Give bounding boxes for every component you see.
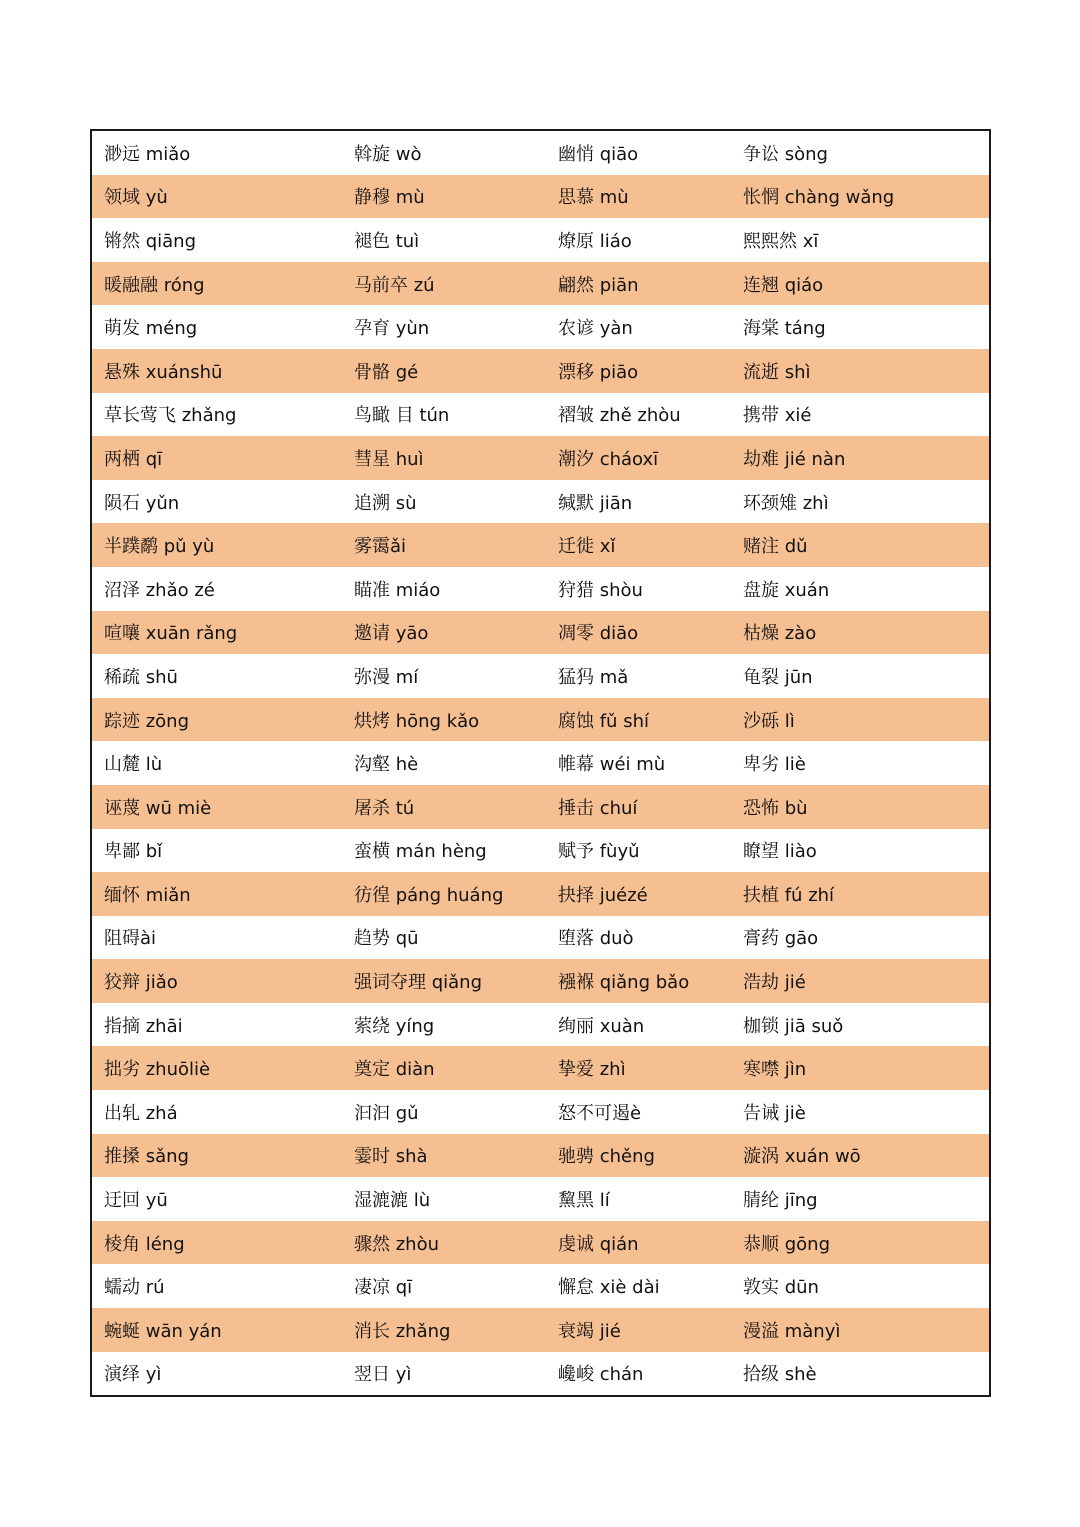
table-cell: 沼泽 zhǎo zé bbox=[104, 579, 215, 601]
table-cell: 枯燥 zào bbox=[743, 623, 817, 645]
table-cell: 雾霭ǎi bbox=[354, 536, 407, 558]
table-cell: 强词夺理 qiǎng bbox=[354, 972, 483, 994]
table-cell: 蛮横 mán hèng bbox=[354, 841, 487, 863]
table-cell: 邀请 yāo bbox=[354, 623, 429, 645]
table-cell: 连翘 qiáo bbox=[743, 274, 824, 296]
table-cell: 悬殊 xuánshū bbox=[104, 361, 223, 383]
table-cell: 缅怀 miǎn bbox=[104, 884, 191, 906]
table-cell: 赋予 fùyǔ bbox=[558, 841, 640, 863]
table-cell: 恐怖 bù bbox=[743, 797, 808, 819]
table-row bbox=[92, 1177, 989, 1221]
table-cell: 彗星 huì bbox=[354, 448, 424, 470]
table-cell: 农谚 yàn bbox=[558, 318, 633, 340]
table-cell: 襁褓 qiǎng bǎo bbox=[558, 972, 690, 994]
table-cell: 潮汐 cháoxī bbox=[558, 448, 659, 470]
table-cell: 燎原 liáo bbox=[558, 230, 632, 252]
table-row bbox=[92, 1046, 989, 1090]
table-cell: 稀疏 shū bbox=[104, 666, 178, 688]
table-cell: 腈纶 jīng bbox=[743, 1190, 818, 1212]
table-cell: 陨石 yǔn bbox=[104, 492, 180, 514]
table-cell: 演绎 yì bbox=[104, 1364, 162, 1386]
table-cell: 领域 yù bbox=[104, 187, 168, 209]
table-cell: 赌注 dǔ bbox=[743, 536, 808, 558]
table-cell: 漫溢 mànyì bbox=[743, 1320, 841, 1342]
table-cell: 翌日 yì bbox=[354, 1364, 412, 1386]
table-cell: 狡辩 jiǎo bbox=[104, 972, 178, 994]
table-cell: 阻碍ài bbox=[104, 928, 157, 950]
table-cell: 衰竭 jié bbox=[558, 1320, 621, 1342]
table-cell: 马前卒 zú bbox=[354, 274, 435, 296]
table-row bbox=[92, 567, 989, 611]
table-row bbox=[92, 305, 989, 349]
table-cell: 卑鄙 bǐ bbox=[104, 841, 163, 863]
table-row bbox=[92, 1134, 989, 1178]
table-cell: 迂回 yū bbox=[104, 1190, 168, 1212]
table-cell: 出轧 zhá bbox=[104, 1102, 178, 1124]
table-cell: 缄默 jiān bbox=[558, 492, 633, 514]
table-row bbox=[92, 262, 989, 306]
table-cell: 拾级 shè bbox=[743, 1364, 817, 1386]
table-cell: 静穆 mù bbox=[354, 187, 425, 209]
table-cell: 堕落 duò bbox=[558, 928, 634, 950]
table-cell: 奠定 diàn bbox=[354, 1059, 435, 1081]
table-cell: 暖融融 róng bbox=[104, 274, 205, 296]
table-cell: 彷徨 páng huáng bbox=[354, 884, 504, 906]
table-cell: 驰骋 chěng bbox=[558, 1146, 655, 1168]
table-cell: 推搡 sǎng bbox=[104, 1146, 189, 1168]
table-cell: 沟壑 hè bbox=[354, 754, 419, 776]
table-row bbox=[92, 1352, 989, 1396]
table-cell: 鸟瞰 目 tún bbox=[354, 405, 450, 427]
table-cell: 指摘 zhāi bbox=[104, 1015, 183, 1037]
table-cell: 海棠 táng bbox=[743, 318, 826, 340]
table-cell: 拙劣 zhuōliè bbox=[104, 1059, 211, 1081]
table-cell: 恭顺 gōng bbox=[743, 1233, 830, 1255]
table-cell: 瞄准 miáo bbox=[354, 579, 441, 601]
table-row bbox=[92, 654, 989, 698]
table-cell: 漩涡 xuán wō bbox=[743, 1146, 861, 1168]
table-row bbox=[92, 480, 989, 524]
table-cell: 踪迹 zōng bbox=[104, 710, 190, 732]
table-cell: 寒噤 jìn bbox=[743, 1059, 807, 1081]
table-cell: 懈怠 xiè dài bbox=[558, 1277, 660, 1299]
table-cell: 烘烤 hōng kǎo bbox=[354, 710, 480, 732]
table-cell: 霎时 shà bbox=[354, 1146, 428, 1168]
table-cell: 棱角 léng bbox=[104, 1233, 185, 1255]
table-cell: 绚丽 xuàn bbox=[558, 1015, 645, 1037]
table-cell: 扶植 fú zhí bbox=[743, 884, 835, 906]
table-row bbox=[92, 785, 989, 829]
table-cell: 凋零 diāo bbox=[558, 623, 639, 645]
table-cell: 盘旋 xuán bbox=[743, 579, 830, 601]
table-cell: 猛犸 mǎ bbox=[558, 666, 629, 688]
table-cell: 瞭望 liào bbox=[743, 841, 817, 863]
table-row bbox=[92, 218, 989, 262]
table-cell: 湿漉漉 lù bbox=[354, 1190, 431, 1212]
table-cell: 蠕动 rú bbox=[104, 1277, 165, 1299]
table-cell: 骤然 zhòu bbox=[354, 1233, 439, 1255]
table-cell: 趋势 qū bbox=[354, 928, 419, 950]
table-cell: 枷锁 jiā suǒ bbox=[743, 1015, 844, 1037]
table-cell: 孕育 yùn bbox=[354, 318, 430, 340]
table-cell: 凄凉 qī bbox=[354, 1277, 413, 1299]
table-cell: 浩劫 jié bbox=[743, 972, 806, 994]
table-cell: 弥漫 mí bbox=[354, 666, 419, 688]
table-cell: 萦绕 yíng bbox=[354, 1015, 435, 1037]
table-cell: 捶击 chuí bbox=[558, 797, 638, 819]
table-cell: 幽悄 qiāo bbox=[558, 143, 639, 165]
table-cell: 渺远 miǎo bbox=[104, 143, 191, 165]
table-cell: 漂移 piāo bbox=[558, 361, 639, 383]
table-cell: 帷幕 wéi mù bbox=[558, 754, 666, 776]
table-cell: 追溯 sù bbox=[354, 492, 417, 514]
table-cell: 迁徙 xǐ bbox=[558, 536, 616, 558]
table-cell: 怒不可遏è bbox=[558, 1102, 642, 1124]
table-cell: 思慕 mù bbox=[558, 187, 629, 209]
table-cell: 屠杀 tú bbox=[354, 797, 415, 819]
table-cell: 膏药 gāo bbox=[743, 928, 819, 950]
table-cell: 龟裂 jūn bbox=[743, 666, 813, 688]
table-cell: 巉峻 chán bbox=[558, 1364, 644, 1386]
table-row bbox=[92, 1264, 989, 1308]
table-cell: 消长 zhǎng bbox=[354, 1320, 451, 1342]
table-cell: 半蹼鹬 pǔ yù bbox=[104, 536, 215, 558]
table-row bbox=[92, 698, 989, 742]
table-cell: 翩然 piān bbox=[558, 274, 639, 296]
table-cell: 褶皱 zhě zhòu bbox=[558, 405, 681, 427]
table-row bbox=[92, 741, 989, 785]
table-cell: 褪色 tuì bbox=[354, 230, 420, 252]
table-cell: 山麓 lù bbox=[104, 754, 163, 776]
table-cell: 汩汩 gǔ bbox=[354, 1102, 419, 1124]
table-cell: 环颈雉 zhì bbox=[743, 492, 829, 514]
table-cell: 黧黑 lí bbox=[558, 1190, 610, 1212]
table-cell: 敦实 dūn bbox=[743, 1277, 819, 1299]
table-row bbox=[92, 131, 989, 175]
table-row bbox=[92, 611, 989, 655]
table-row bbox=[92, 1003, 989, 1047]
table-cell: 骨骼 gé bbox=[354, 361, 419, 383]
table-cell: 萌发 méng bbox=[104, 318, 198, 340]
table-row bbox=[92, 436, 989, 480]
table-cell: 草长莺飞 zhǎng bbox=[104, 405, 237, 427]
table-cell: 喧嚷 xuān rǎng bbox=[104, 623, 238, 645]
table-cell: 携带 xié bbox=[743, 405, 812, 427]
table-row bbox=[92, 523, 989, 567]
vocabulary-table bbox=[90, 129, 991, 1397]
table-row bbox=[92, 393, 989, 437]
table-cell: 卑劣 liè bbox=[743, 754, 806, 776]
table-cell: 抉择 juézé bbox=[558, 884, 648, 906]
table-cell: 劫难 jié nàn bbox=[743, 448, 846, 470]
table-cell: 狩猎 shòu bbox=[558, 579, 643, 601]
table-row bbox=[92, 829, 989, 873]
table-row bbox=[92, 959, 989, 1003]
table-row bbox=[92, 872, 989, 916]
table-row bbox=[92, 916, 989, 960]
table-row bbox=[92, 1221, 989, 1265]
table-cell: 告诫 jiè bbox=[743, 1102, 806, 1124]
table-row bbox=[92, 349, 989, 393]
table-cell: 怅惘 chàng wǎng bbox=[743, 187, 895, 209]
table-cell: 锵然 qiāng bbox=[104, 230, 197, 252]
table-cell: 蜿蜒 wān yán bbox=[104, 1320, 222, 1342]
table-cell: 流逝 shì bbox=[743, 361, 811, 383]
table-row bbox=[92, 1308, 989, 1352]
table-cell: 两栖 qī bbox=[104, 448, 163, 470]
table-row bbox=[92, 1090, 989, 1134]
table-cell: 沙砾 lì bbox=[743, 710, 795, 732]
table-cell: 挚爱 zhì bbox=[558, 1059, 626, 1081]
table-cell: 虔诚 qián bbox=[558, 1233, 639, 1255]
table-cell: 熙熙然 xī bbox=[743, 230, 819, 252]
table-row bbox=[92, 175, 989, 219]
table-cell: 腐蚀 fǔ shí bbox=[558, 710, 649, 732]
table-cell: 诬蔑 wū miè bbox=[104, 797, 212, 819]
table-cell: 斡旋 wò bbox=[354, 143, 422, 165]
table-cell: 争讼 sòng bbox=[743, 143, 828, 165]
